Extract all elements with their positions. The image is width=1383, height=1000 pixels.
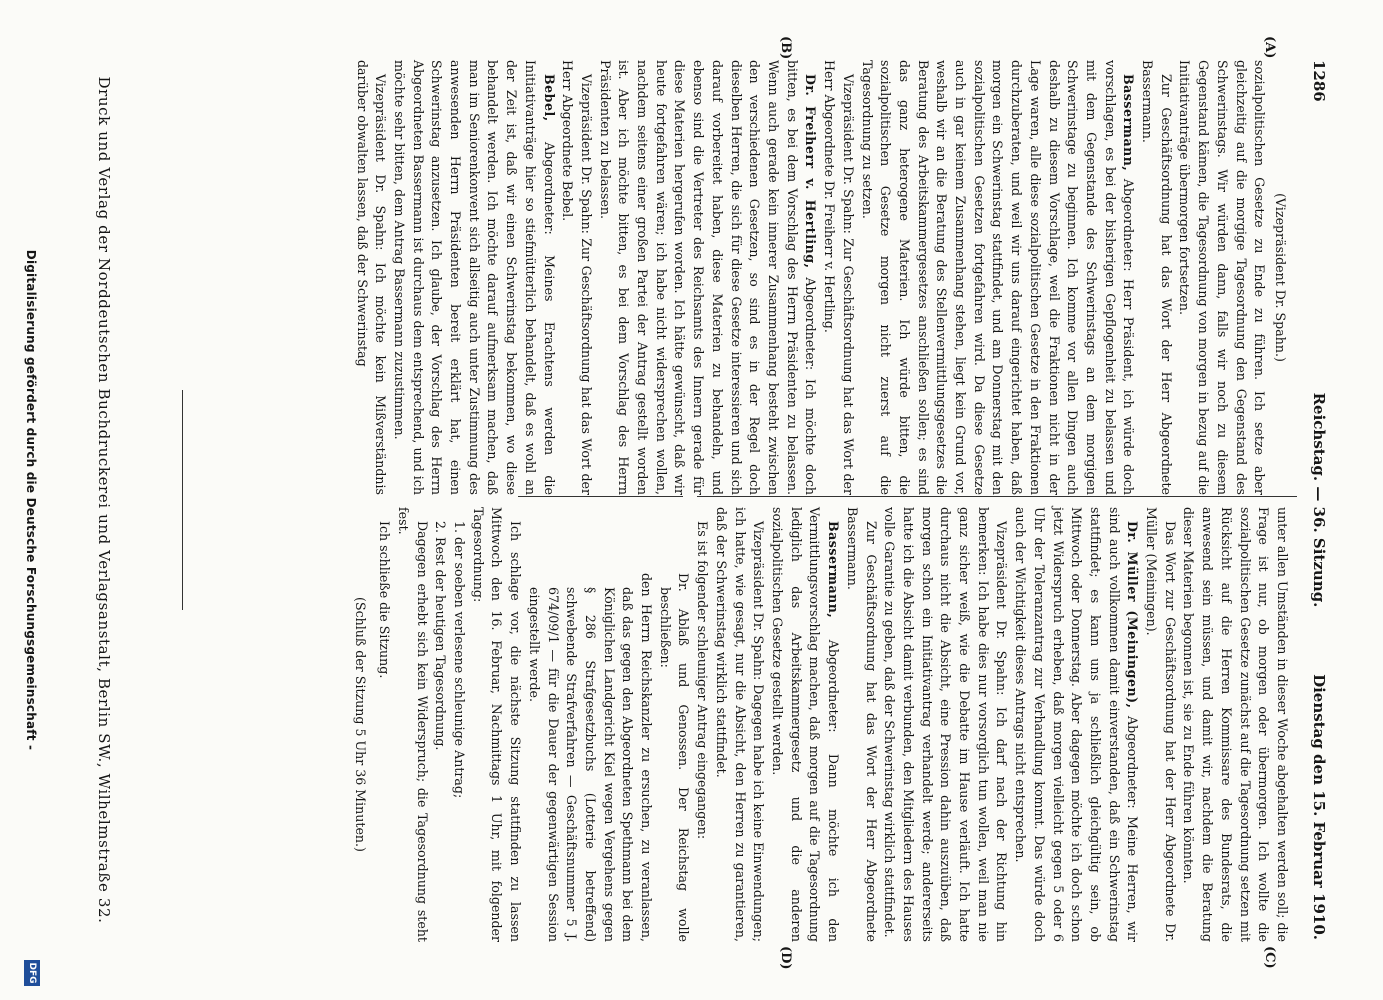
speaker-name: Dr. Freiherr v. Hertling, <box>803 74 819 269</box>
margin-letter-b: (B) <box>778 36 793 60</box>
speaker-name: Bebel, <box>541 74 557 122</box>
dfg-logo: DFG <box>24 960 40 986</box>
speech-paragraph <box>389 60 557 495</box>
paragraph-text: 1. der soeben verlesene schleunige Antrag; <box>452 521 468 799</box>
paragraph <box>1137 60 1174 495</box>
speech-paragraph <box>767 507 842 942</box>
separator-rule <box>518 496 683 497</box>
paragraph-text: Zur Geschäftsordnung hat das Wort der Herr Abgeordnete Bassermann. <box>1140 60 1174 495</box>
paragraph-text: Abgeordneter: Dann möchte ich den Vermittlungsvorschlag machen, daß morgen auf die Tagesordnung lediglich das Arbeitskammergesetz und die anderen sozialpolitischen Gesetze gestellt werden. <box>770 507 842 942</box>
page-number: 1286 <box>1310 60 1328 102</box>
speaker-name: Bassermann, <box>1121 74 1137 172</box>
paragraph-text: Das Wort zur Geschäftsordnung hat der Herr Abgeordnete Dr. Müller (Meiningen). <box>1144 507 1178 942</box>
paragraph <box>352 60 389 495</box>
speech-paragraph <box>857 60 1138 495</box>
paragraph <box>1175 60 1269 495</box>
margin-letter-a: (A) <box>1262 36 1277 59</box>
agenda-item <box>449 507 468 942</box>
paragraph-text: (Vizepräsident Dr. Spahn.) <box>1273 193 1288 362</box>
header-title: Reichstag. — 36. Sitzung. <box>1310 392 1328 608</box>
paragraph-text: Ich schließe die Sitzung. <box>377 521 393 679</box>
paragraph <box>711 507 767 942</box>
paragraph-text: Dagegen erhebt sich kein Widerspruch; die Tagesordnung steht fest. <box>395 507 430 942</box>
column-divider <box>697 496 1297 497</box>
paragraph-text: Vizepräsident Dr. Spahn: Dagegen habe ich keine Einwendungen; ich hatte, wie gesagt, nur die Absicht, den Herren zu garantieren, daß der Schwerinstag wirklich stattfindet. <box>713 507 767 942</box>
agenda-item <box>431 507 450 942</box>
page-header <box>1302 60 1328 940</box>
paragraph <box>693 507 712 942</box>
paragraph <box>393 507 430 942</box>
paragraph-text: Abgeordneter: Meines Erachtens werden die Initiativanträge hier so stiefmütterlich behandelt, daß es wohl an der Zeit ist, daß wir einen Schwerinstag bekommen, wo diese behandelt werden. Ich möchte darauf aufmerksam machen, daß man im Seniorenkonvent sich allseitig auch unter Zustimmung des anwesenden Herrn Präsidenten bereit erklärt hat, einen Schwerinstag anzusetzen. Ich glaube, der Vorschlag des Herrn Abgeordneten Bassermann ist durchaus dem entsprechend, und ich möchte sehr bitten, dem Antrag Bassermann zuzustimmen. <box>391 60 557 495</box>
paragraph-text: Dr. Ablaß und Genossen. Der Reichstag wolle beschließen: <box>657 573 692 942</box>
paragraph-text: Vizepräsident Dr. Spahn: Ich möchte kein Mißverständnis darüber obwalten lassen, daß der Schwerinstag <box>354 60 389 495</box>
paragraph-text: Zur Geschäftsordnung hat das Wort der Herr Abgeordnete Bassermann. <box>844 507 879 942</box>
paragraph <box>1141 507 1178 942</box>
paragraph <box>468 507 524 942</box>
speech-paragraph <box>595 60 819 495</box>
printer-imprint: Druck und Verlag der Norddeutschen Buchdruckerei und Verlagsanstalt, Berlin SW., Wilhelmstraße 32. <box>95 76 113 924</box>
paragraph <box>375 507 394 942</box>
digitization-note: Digitalisierung gefördert durch die Deutsche Forschungsgemeinschaft - <box>24 249 38 751</box>
paragraph-text: Abgeordneter: Ich möchte doch bitten, es bei dem Vorschlag des Herrn Präsidenten zu belassen. Wenn auch gerade kein innerer Zusammenhang besteht zwischen den verschiedenen Gesetzen, so sind es in der Regel doch dieselben Herren, die sich für diese Gesetze interessieren und sich darauf vorbereitet haben, diese Materien zu behandeln, und ebenso sind die Vertreter des Reichsamts des Innern gerade für diese Materien hergerufen worden. Ich hätte gewünscht, daß wir heute fortgefahren wären; ich habe nicht widersprechen wollen, nachdem seitens einer großen Partei der Antrag gestellt worden ist. Aber ich möchte bitten, es bei dem Vorschlag des Herrn Präsidenten zu belassen. <box>597 60 819 495</box>
left-column <box>352 60 1291 495</box>
paragraph <box>819 60 856 495</box>
paragraph-text: Vizepräsident Dr. Spahn: Zur Geschäftsordnung hat das Wort der Herr Abgeordnete Bebel. <box>560 60 594 495</box>
speaker-name: Bassermann, <box>826 521 842 619</box>
margin-letter-c: (C) <box>1262 946 1277 969</box>
paragraph-text: den Herrn Reichskanzler zu ersuchen, zu veranlassen, daß das gegen den Abgeordneten Spethmann bei dem Königlichen Landgericht Kiel wegen Vergehens gegen § 286 Strafgesetzbuchs (Lotterie betreffend) schwebende Strafverfahren — Geschäftsnummer 5 J. 674/09/1 — für die Dauer der gegenwärtigen Session eingestellt werde. <box>526 573 655 942</box>
paragraph-text: Vizepräsident Dr. Spahn: Ich darf nach der Richtung hin bemerken: Ich habe dies nur vorsorglich tun wollen, weil man nie ganz sicher weiß, wie die Debatte im Hause verläuft. Ich hatte durchaus nicht die Absicht, eine Pression dahin auszuüben, daß morgen schon ein Initiativantrag verhandelt werde; andererseits hatte ich die Absicht damit verbunden, den Mitgliedern des Hauses volle Garantie zu geben, daß der Schwerinstag wirklich stattfindet. <box>882 507 1010 942</box>
speech-paragraph <box>1010 507 1141 942</box>
closing-rule <box>182 390 183 610</box>
paragraph <box>1179 507 1291 942</box>
margin-letter-d: (D) <box>778 946 793 970</box>
paragraph-text: Ich schlage vor, die nächste Sitzung stattfinden zu lassen Mittwoch den 16. Februar, Nachmittags 1 Uhr, mit folgender Tagesordnung: <box>470 507 524 942</box>
paragraph-text: Es ist folgender schleuniger Antrag eingegangen: <box>695 521 711 840</box>
paragraph <box>558 60 595 495</box>
paragraph-text: (Schluß der Sitzung 5 Uhr 36 Minuten.) <box>352 597 368 852</box>
paragraph-text: sozialpolitischen Gesetze zu Ende zu führen. Ich setze aber gleichzeitig auf die morgige Tagesordnung den Gegenstand des Schwerinstags. Wir würden dann, falls wir noch zu diesem Gegenstand kämen, die Tagesordnung von morgen in bezug auf die Initiativanträge übermorgen fortsetzen. <box>1177 60 1268 495</box>
paragraph-text: Abgeordneter: Herr Präsident, ich würde doch vorschlagen, es bei der bisherigen Gepflogenheit zu belassen und mit dem Gegenstande des Schwerinstags an dem morgigen Schwerinstage zu beginnen. Ich komme vor allen Dingen auch deshalb zu diesem Vorschlage, weil die Fraktionen nicht in der Lage waren, alle diese sozialpolitischen Gesetze in den Fraktionen durchzuberaten, und weil wir uns darauf eingerichtet haben, daß morgen ein Schwerinstag stattfindet, und am Donnerstag mit den sozialpolitischen Gesetzen fortgefahren wird. Da diese Gesetze auch in gar keinem Zusammenhang stehen, liegt kein Grund vor, weshalb wir an die Beratung des Stellenvermittlungsgesetzes die Beratung des Arbeitskammergesetzes anschließen sollen; es sind das ganz heterogene Materien. Ich würde bitten, die sozialpolitischen Gesetze morgen nicht zuerst auf die Tagesordnung zu setzen. <box>859 60 1137 495</box>
paragraph-text: Abgeordneter: Meine Herren, wir sind auch vollkommen damit einverstanden, daß ein Schwerinstag stattfindet; es kann uns ja schließlich gleichgültig sein, ob Mittwoch oder Donnerstag. Aber dagegen möchte ich doch schon jetzt Widerspruch erheben, daß morgen vielleicht gegen 5 oder 6 Uhr der Toleranzantrag zur Verhandlung kommt. Das würde doch auch der Wichtigkeit dieses Antrags nicht entsprechen. <box>1013 507 1141 942</box>
paragraph-text: Vizepräsident Dr. Spahn: Zur Geschäftsordnung hat das Wort der Herr Abgeordnete Dr. Freiherr v. Hertling. <box>822 60 856 495</box>
paragraph-text: 2. Rest der heutigen Tagesordnung. <box>433 521 449 751</box>
motion-text <box>524 507 655 942</box>
paragraph <box>842 507 879 942</box>
paragraph-text: unter allen Umständen in dieser Woche abgehalten werden soll; die Frage ist nur, ob morgen oder übermorgen. Ich wollte die sozialpolitischen Gesetze zunächst auf die Tagesordnung setzen mit Rücksicht auf die Herren Kommissare des Bundesrats, die anwesend sein müssen, und damit wir, nachdem die Beratung dieser Materien begonnen ist, sie zu Ende führen könnten. <box>1181 507 1290 942</box>
paragraph <box>880 507 1011 942</box>
right-column <box>348 507 1291 942</box>
session-close-note <box>350 507 369 942</box>
header-date: Dienstag den 15. Februar 1910. <box>1310 674 1328 940</box>
speaker-name: Dr. Müller (Meiningen), <box>1125 521 1141 709</box>
speaker-note <box>1270 60 1289 495</box>
motion-text <box>655 507 692 942</box>
